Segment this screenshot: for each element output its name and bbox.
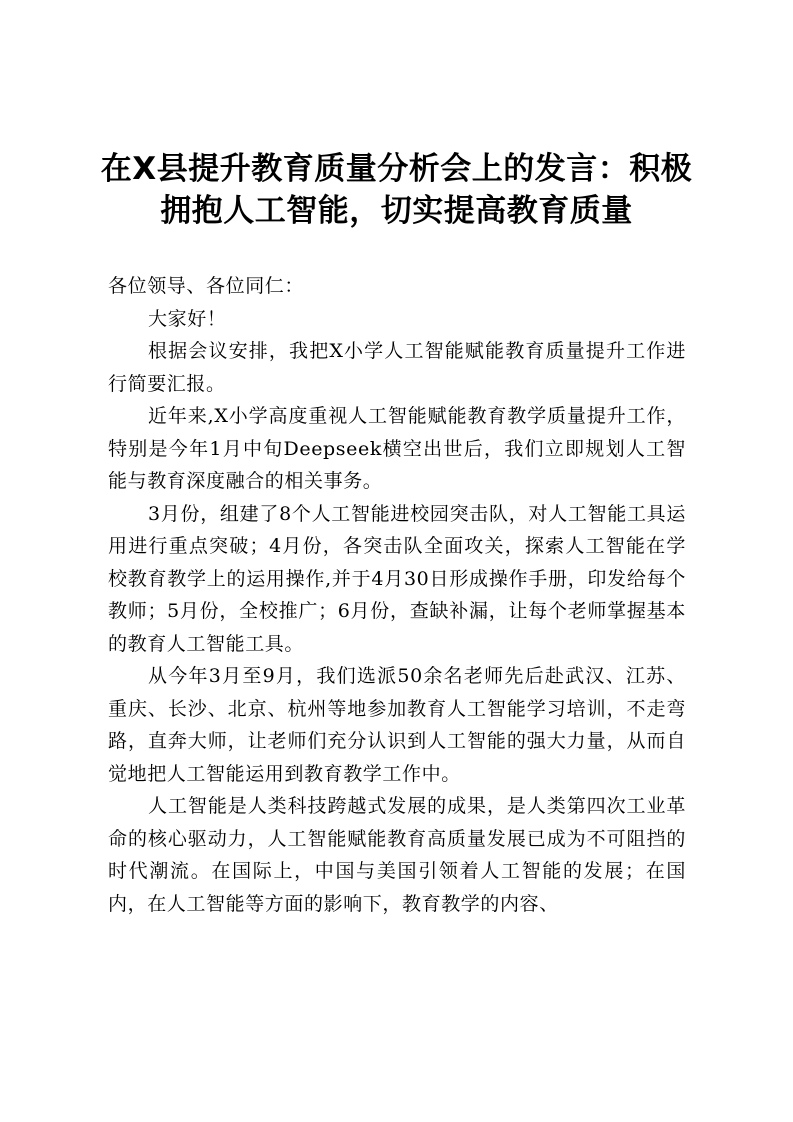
paragraph: 从今年3月至9月，我们选派50余名老师先后赴武汉、江苏、重庆、长沙、北京、杭州等地参加教育人工智能学习培训，不走弯路，直奔大师，让老师们充分认识到人工智能的强大力量，从而自觉地把人工智能运用到教育教学工作中。 [108,665,686,785]
paragraph: 3月份，组建了8个人工智能进校园突击队，对人工智能工具运用进行重点突破；4月份，各突击队全面攻关，探索人工智能在学校教育教学上的运用操作,并于4月30日形成操作手册，印发给每个教师；5月份，全校推广；6月份，查缺补漏，让每个老师掌握基本的教育人工智能工具。 [108,502,686,655]
salutation: 各位领导、各位同仁： [108,275,305,297]
document-title: 在X县提升教育质量分析会上的发言：积极拥抱人工智能，切实提高教育质量 [100,151,693,229]
paragraph: 人工智能是人类科技跨越式发展的成果，是人类第四次工业革命的核心驱动力，人工智能赋能教育高质量发展已成为不可阻挡的时代潮流。在国际上，中国与美国引领着人工智能的发展；在国内，在人工智能等方面的影响下，教育教学的内容、 [108,795,686,915]
paragraph: 近年来,X小学高度重视人工智能赋能教育教学质量提升工作，特别是今年1月中旬Deepseek横空出世后，我们立即规划人工智能与教育深度融合的相关事务。 [108,405,686,492]
paragraph-greeting: 大家好！ [148,307,227,330]
paragraph: 根据会议安排，我把X小学人工智能赋能教育质量提升工作进行简要汇报。 [108,340,686,395]
document-body [108,270,686,920]
